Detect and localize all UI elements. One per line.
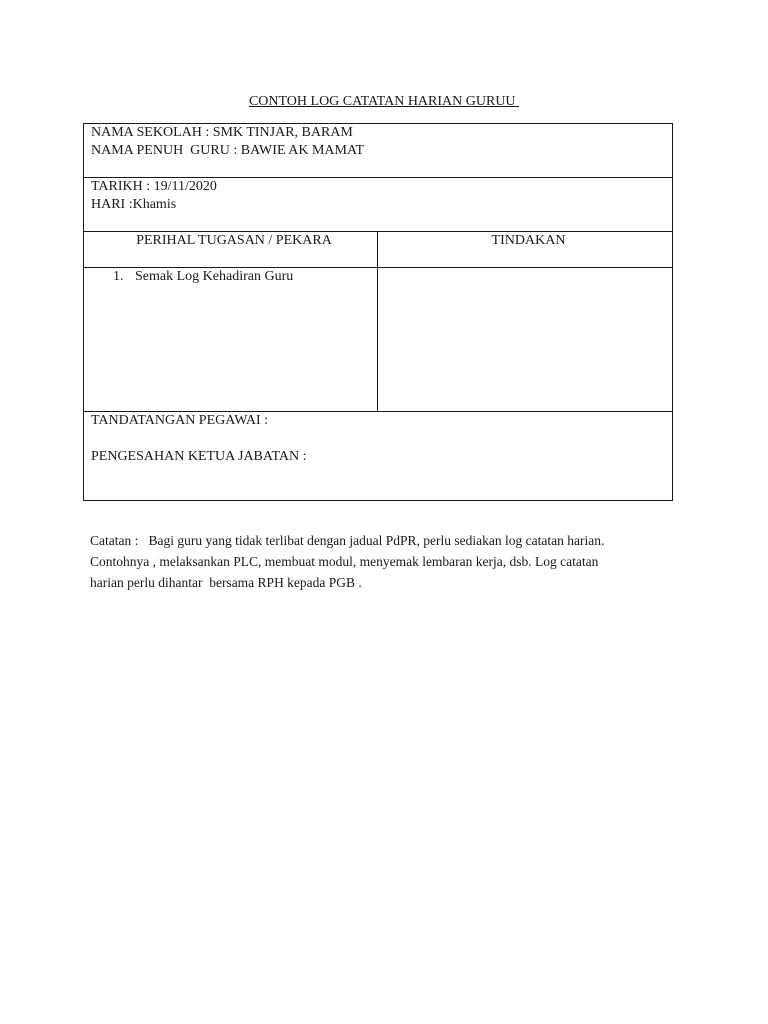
daily-log-table [83,123,673,501]
signature-row [84,412,673,501]
action-cell [378,268,673,412]
task-column-header: PERIHAL TUGASAN / PEKARA [84,232,378,268]
day-line: HARI :Khamis [91,197,177,212]
head-approval-label: PENGESAHAN KETUA JABATAN : [91,449,307,464]
note-line-1: Catatan : Bagi guru yang tidak terlibat dengan jadual PdPR, perlu sediakan log catatan harian. [90,533,605,548]
action-column-header: TINDAKAN [378,232,673,268]
school-name-line: NAMA SEKOLAH : SMK TINJAR, BARAM [91,125,353,140]
note-line-2: Contohnya , melaksankan PLC, membuat modul, menyemak lembaran kerja, dsb. Log catatan [90,554,599,569]
signature-cell [84,412,673,501]
date-info-row [84,178,673,232]
signature-spacer [91,430,672,448]
teacher-name-line: NAMA PENUH GURU : BAWIE AK MAMAT [91,143,365,158]
school-info-cell [84,124,673,178]
list-item [91,268,377,286]
school-info-row [84,124,673,178]
date-info-cell [84,178,673,232]
document-title: CONTOH LOG CATATAN HARIAN GURUU [248,94,520,109]
task-row [84,268,673,412]
note-paragraph [90,530,680,593]
task-number: 1. [113,269,124,284]
date-line: TARIKH : 19/11/2020 [91,179,217,194]
task-cell [84,268,378,412]
officer-signature-label: TANDATANGAN PEGAWAI : [91,413,269,428]
note-line-3: harian perlu dihantar bersama RPH kepada PGB . [90,575,362,590]
task-text: Semak Log Kehadiran Guru [135,269,294,284]
column-header-row [84,232,673,268]
